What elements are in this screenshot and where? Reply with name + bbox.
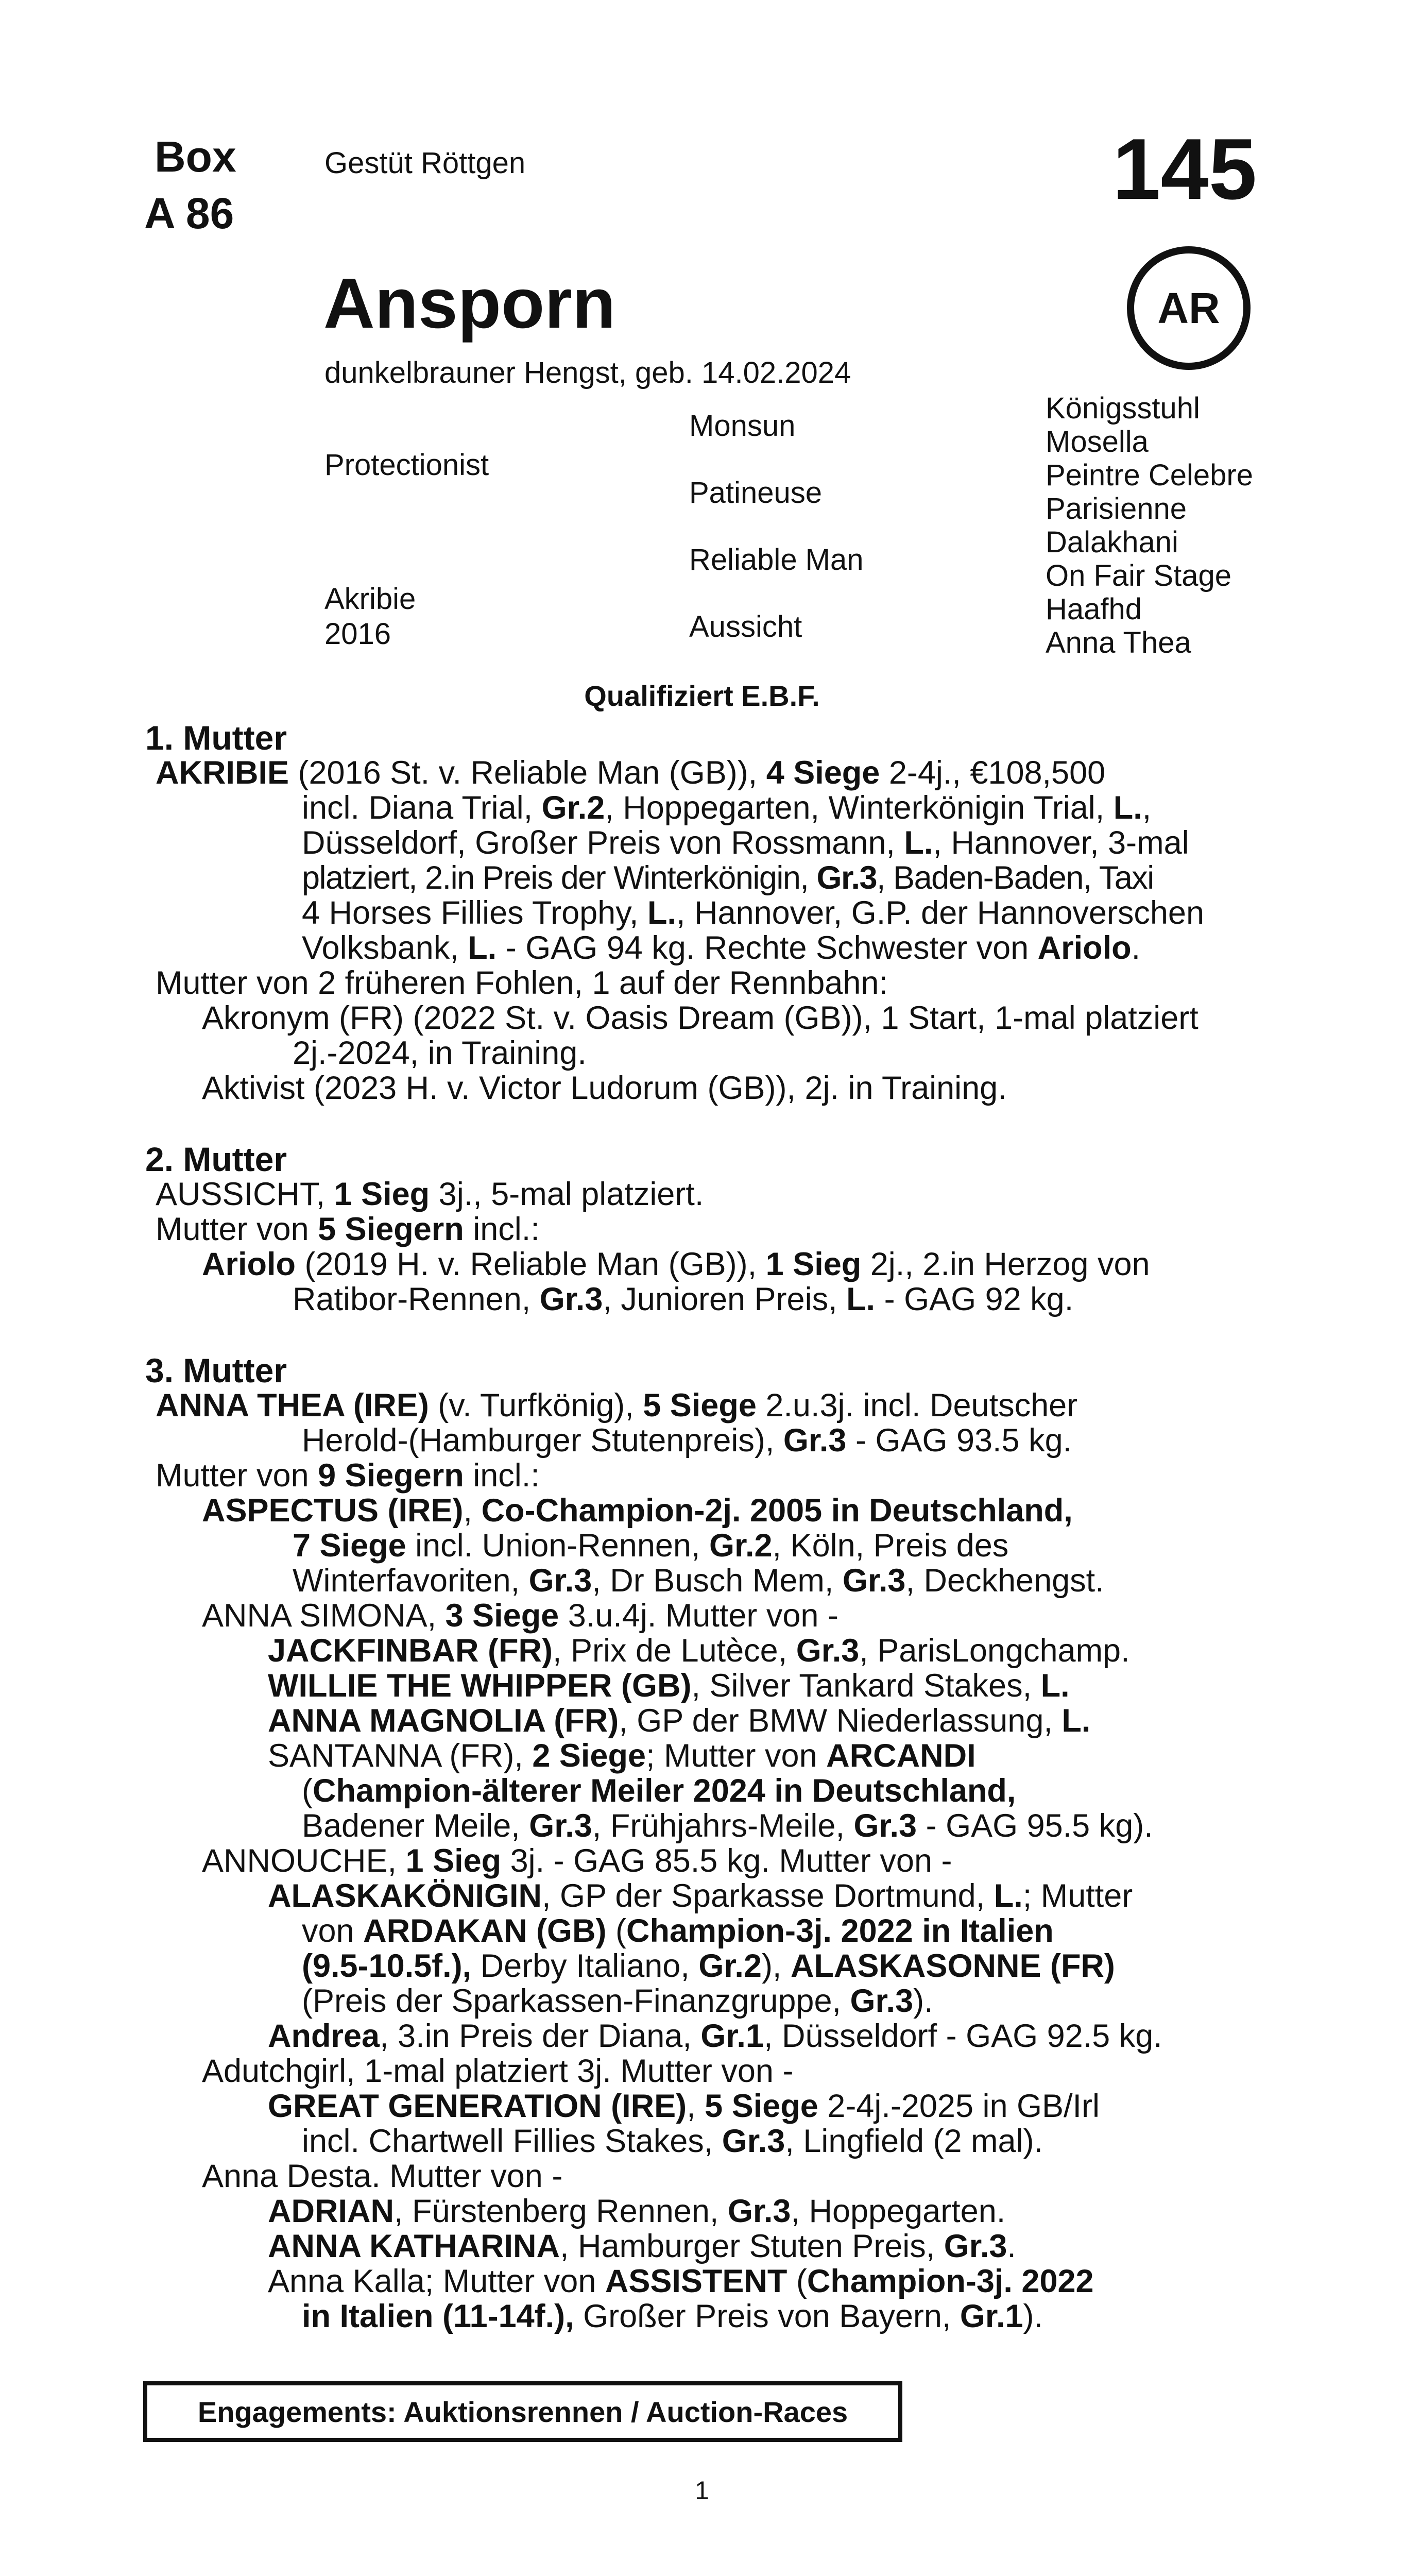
third-dam-line: JACKFINBAR (FR), Prix de Lutèce, Gr.3, ParisLongchamp. xyxy=(268,1633,1130,1669)
produce-entry: 2j.-2024, in Training. xyxy=(293,1035,587,1071)
second-dam-heading: 2. Mutter xyxy=(145,1140,287,1178)
first-dam-line: Volksbank, L. - GAG 94 kg. Rechte Schwester von Ariolo. xyxy=(302,930,1141,966)
third-dam-line: ANNA KATHARINA, Hamburger Stuten Preis, Gr.3. xyxy=(268,2228,1016,2264)
pedigree-great-grandparent: Anna Thea xyxy=(1046,626,1191,659)
third-dam-line: ALASKAKÖNIGIN, GP der Sparkasse Dortmund, L.; Mutter xyxy=(268,1878,1133,1914)
pedigree-great-grandparent: Parisienne xyxy=(1046,492,1187,526)
box-number: A 86 xyxy=(144,189,234,238)
pedigree-dam-year: 2016 xyxy=(324,617,391,651)
third-dam-line: (9.5-10.5f.), Derby Italiano, Gr.2), ALASKASONNE (FR) xyxy=(302,1948,1115,1984)
pedigree-great-grandparent: On Fair Stage xyxy=(1046,559,1232,592)
breeder: Gestüt Röttgen xyxy=(324,146,526,180)
third-dam-line: Andrea, 3.in Preis der Diana, Gr.1, Düsseldorf - GAG 92.5 kg. xyxy=(268,2018,1162,2054)
third-dam-line: SANTANNA (FR), 2 Siege; Mutter von ARCANDI xyxy=(268,1738,976,1774)
third-dam-line: (Champion-älterer Meiler 2024 in Deutschland, xyxy=(302,1773,1016,1809)
third-dam-line: Anna Kalla; Mutter von ASSISTENT (Champion-3j. 2022 xyxy=(268,2263,1094,2299)
page-number: 1 xyxy=(695,2476,709,2505)
third-dam-line: (Preis der Sparkassen-Finanzgruppe, Gr.3). xyxy=(302,1983,933,2019)
second-dam-line: AUSSICHT, 1 Sieg 3j., 5-mal platziert. xyxy=(156,1176,704,1212)
second-dam-line: Ariolo (2019 H. v. Reliable Man (GB)), 1 Sieg 2j., 2.in Herzog von xyxy=(202,1246,1150,1282)
engagements-box xyxy=(143,2381,902,2442)
first-dam-line: platziert, 2.in Preis der Winterkönigin, Gr.3, Baden-Baden, Taxi xyxy=(302,860,1154,896)
third-dam-line: ADRIAN, Fürstenberg Rennen, Gr.3, Hoppegarten. xyxy=(268,2193,1006,2229)
third-dam-line: ANNOUCHE, 1 Sieg 3j. - GAG 85.5 kg. Mutter von - xyxy=(202,1843,952,1879)
third-dam-line: Herold-(Hamburger Stutenpreis), Gr.3 - GAG 93.5 kg. xyxy=(302,1422,1072,1459)
pedigree-great-grandparent: Dalakhani xyxy=(1046,526,1178,559)
third-dam-line: incl. Chartwell Fillies Stakes, Gr.3, Lingfield (2 mal). xyxy=(302,2123,1043,2159)
first-dam-heading: 1. Mutter xyxy=(145,719,287,757)
third-dam-line: Winterfavoriten, Gr.3, Dr Busch Mem, Gr.3, Deckhengst. xyxy=(293,1563,1104,1599)
first-dam-line: 4 Horses Fillies Trophy, L., Hannover, G.P. der Hannoverschen xyxy=(302,895,1204,931)
box-label: Box xyxy=(155,132,236,181)
pedigree-great-grandparent: Haafhd xyxy=(1046,592,1142,626)
pedigree-grandparent: Patineuse xyxy=(689,476,822,510)
pedigree-grandparent: Aussicht xyxy=(689,610,802,643)
produce-intro: Mutter von 2 früheren Fohlen, 1 auf der Rennbahn: xyxy=(156,965,888,1001)
pedigree-great-grandparent: Peintre Celebre xyxy=(1046,459,1253,492)
third-dam-line: Mutter von 9 Siegern incl.: xyxy=(156,1458,540,1494)
first-dam-line: incl. Diana Trial, Gr.2, Hoppegarten, Winterkönigin Trial, L., xyxy=(302,790,1152,826)
pedigree-great-grandparent: Königsstuhl xyxy=(1046,392,1200,425)
third-dam-line: ANNA SIMONA, 3 Siege 3.u.4j. Mutter von - xyxy=(202,1598,838,1634)
second-dam-line: Ratibor-Rennen, Gr.3, Junioren Preis, L. - GAG 92 kg. xyxy=(293,1281,1074,1317)
third-dam-line: 7 Siege incl. Union-Rennen, Gr.2, Köln, Preis des xyxy=(293,1528,1009,1564)
lot-number: 145 xyxy=(1112,121,1257,217)
produce-entry: Aktivist (2023 H. v. Victor Ludorum (GB)), 2j. in Training. xyxy=(202,1070,1007,1106)
pedigree-sire: Protectionist xyxy=(324,448,489,482)
third-dam-heading: 3. Mutter xyxy=(145,1351,287,1389)
pedigree-grandparent: Reliable Man xyxy=(689,543,864,577)
third-dam-line: GREAT GENERATION (IRE), 5 Siege 2-4j.-2025 in GB/Irl xyxy=(268,2088,1100,2124)
pedigree-great-grandparent: Mosella xyxy=(1046,425,1149,459)
ar-badge-text: AR xyxy=(1157,283,1220,332)
produce-entry: Akronym (FR) (2022 St. v. Oasis Dream (GB)), 1 Start, 1-mal platziert xyxy=(202,1000,1198,1036)
third-dam-line: ANNA MAGNOLIA (FR), GP der BMW Niederlassung, L. xyxy=(268,1703,1091,1739)
second-dam-line: Mutter von 5 Siegern incl.: xyxy=(156,1211,540,1247)
ar-badge xyxy=(1127,246,1251,370)
first-dam-line: Düsseldorf, Großer Preis von Rossmann, L., Hannover, 3-mal xyxy=(302,825,1189,861)
qualification-note: Qualifiziert E.B.F. xyxy=(584,680,820,712)
horse-description: dunkelbrauner Hengst, geb. 14.02.2024 xyxy=(324,356,851,389)
third-dam-line: Badener Meile, Gr.3, Frühjahrs-Meile, Gr.3 - GAG 95.5 kg). xyxy=(302,1808,1153,1844)
third-dam-line: ASPECTUS (IRE), Co-Champion-2j. 2005 in Deutschland, xyxy=(202,1493,1073,1529)
horse-name: Ansporn xyxy=(323,264,616,343)
third-dam-line: in Italien (11-14f.), Großer Preis von Bayern, Gr.1). xyxy=(302,2298,1043,2334)
third-dam-line: von ARDAKAN (GB) (Champion-3j. 2022 in Italien xyxy=(302,1913,1054,1949)
engagements-label: Engagements: Auktionsrennen / Auction-Races xyxy=(197,2395,848,2428)
first-dam-line: AKRIBIE (2016 St. v. Reliable Man (GB)), 4 Siege 2-4j., €108,500 xyxy=(156,755,1106,791)
pedigree-dam: Akribie xyxy=(324,582,416,616)
pedigree-grandparent: Monsun xyxy=(689,409,796,443)
third-dam-line: Adutchgirl, 1-mal platziert 3j. Mutter von - xyxy=(202,2053,794,2089)
third-dam-line: Anna Desta. Mutter von - xyxy=(202,2158,563,2194)
third-dam-line: WILLIE THE WHIPPER (GB), Silver Tankard Stakes, L. xyxy=(268,1668,1070,1704)
third-dam-line: ANNA THEA (IRE) (v. Turfkönig), 5 Siege 2.u.3j. incl. Deutscher xyxy=(156,1387,1078,1423)
